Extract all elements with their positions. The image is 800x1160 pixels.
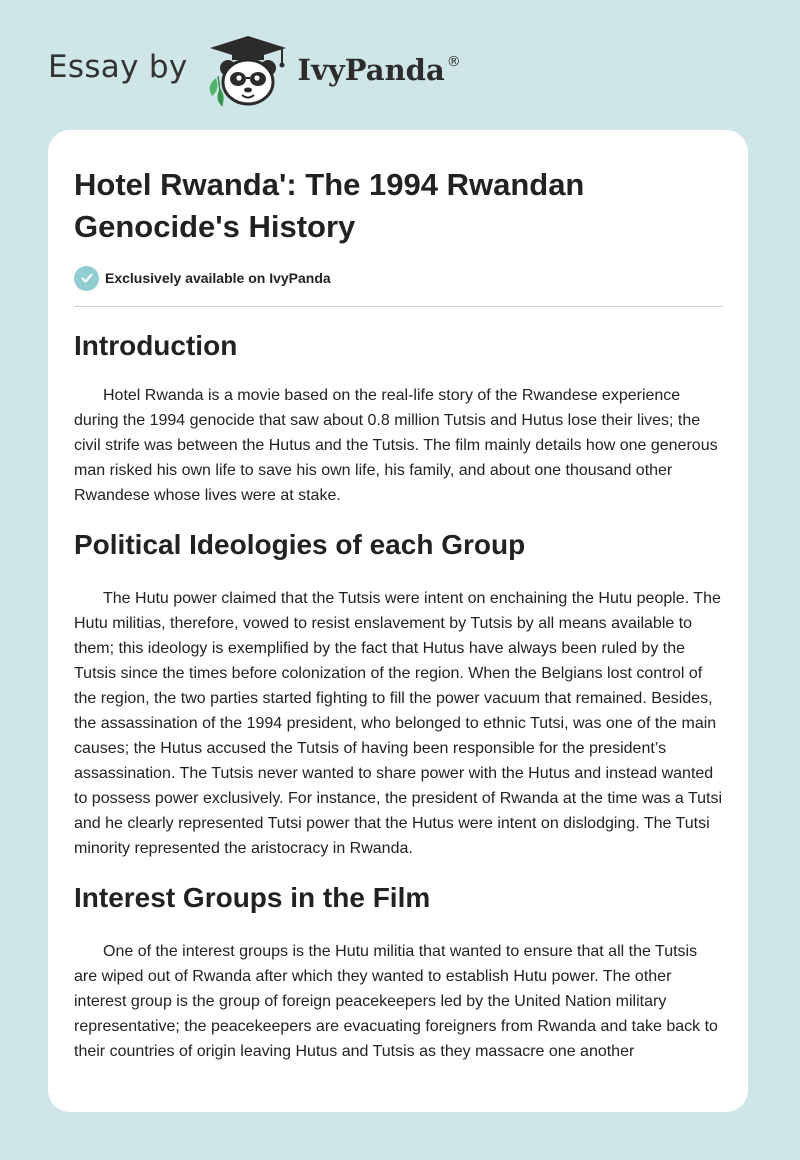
brand-name[interactable]: IvyPanda ® <box>297 53 461 87</box>
section-body-introduction: Hotel Rwanda is a movie based on the real-life story of the Rwandese experience during the 1994 genocide that saw about 0.8 million Tutsis and Hutus lose their lives; the civil strife was between the Hutus and the Tutsis. The film mainly details how one generous man risked his own life to save his own life, his family, and about one thousand other Rwandese whose lives were at stake. <box>74 387 718 504</box>
essay-by-label: Essay by <box>48 49 188 85</box>
essay-content <box>74 164 723 1064</box>
section-heading-interest-groups: Interest Groups in the Film <box>74 882 431 913</box>
section-body-interest-groups: One of the interest groups is the Hutu militia that wanted to ensure that all the Tutsis are wiped out of Rwanda after which they wanted to establish Hutu power. The other interest group is the group of foreign peacekeepers led by the United Nation military representative; the peacekeepers are evacuating foreigners from Rwanda and take back to their countries of origin leaving Hutus and Tutsis as they massacre one another <box>74 943 718 1060</box>
page-title: Hotel Rwanda': The 1994 Rwandan Genocide's History <box>74 167 585 244</box>
section-body-political-ideologies: The Hutu power claimed that the Tutsis were intent on enchaining the Hutu people. The Hutu militias, therefore, vowed to resist enslavement by Tutsis by all means available to them; this ideology is exemplified by the fact that Hutus have always been ruled by the Tutsis since the times before colonization of the region. When the Belgians lost control of the region, the two parties started fighting to fill the power vacuum that remained. Besides, the assassination of the 1994 president, who belonged to ethnic Tutsi, was one of the main causes; the Hutus accused the Tutsis of having been responsible for the president’s assassination. The Tutsis never wanted to share power with the Hutus and instead wanted to possess power exclusively. For instance, the president of Rwanda at the time was a Tutsi and he clearly represented Tutsi power that the Hutus were intent on dislodging. The Tutsi minority represented the aristocracy in Rwanda. <box>74 590 723 857</box>
site-header <box>48 30 461 110</box>
check-icon <box>74 266 99 291</box>
divider <box>74 306 723 307</box>
section-heading-introduction: Introduction <box>74 330 238 361</box>
essay-card <box>48 130 748 1112</box>
section-heading-political-ideologies: Political Ideologies of each Group <box>74 529 526 560</box>
registered-mark: ® <box>446 54 461 70</box>
exclusive-label: Exclusively available on IvyPanda <box>105 270 331 286</box>
exclusive-badge <box>74 264 723 292</box>
panda-logo-icon[interactable] <box>202 30 294 110</box>
